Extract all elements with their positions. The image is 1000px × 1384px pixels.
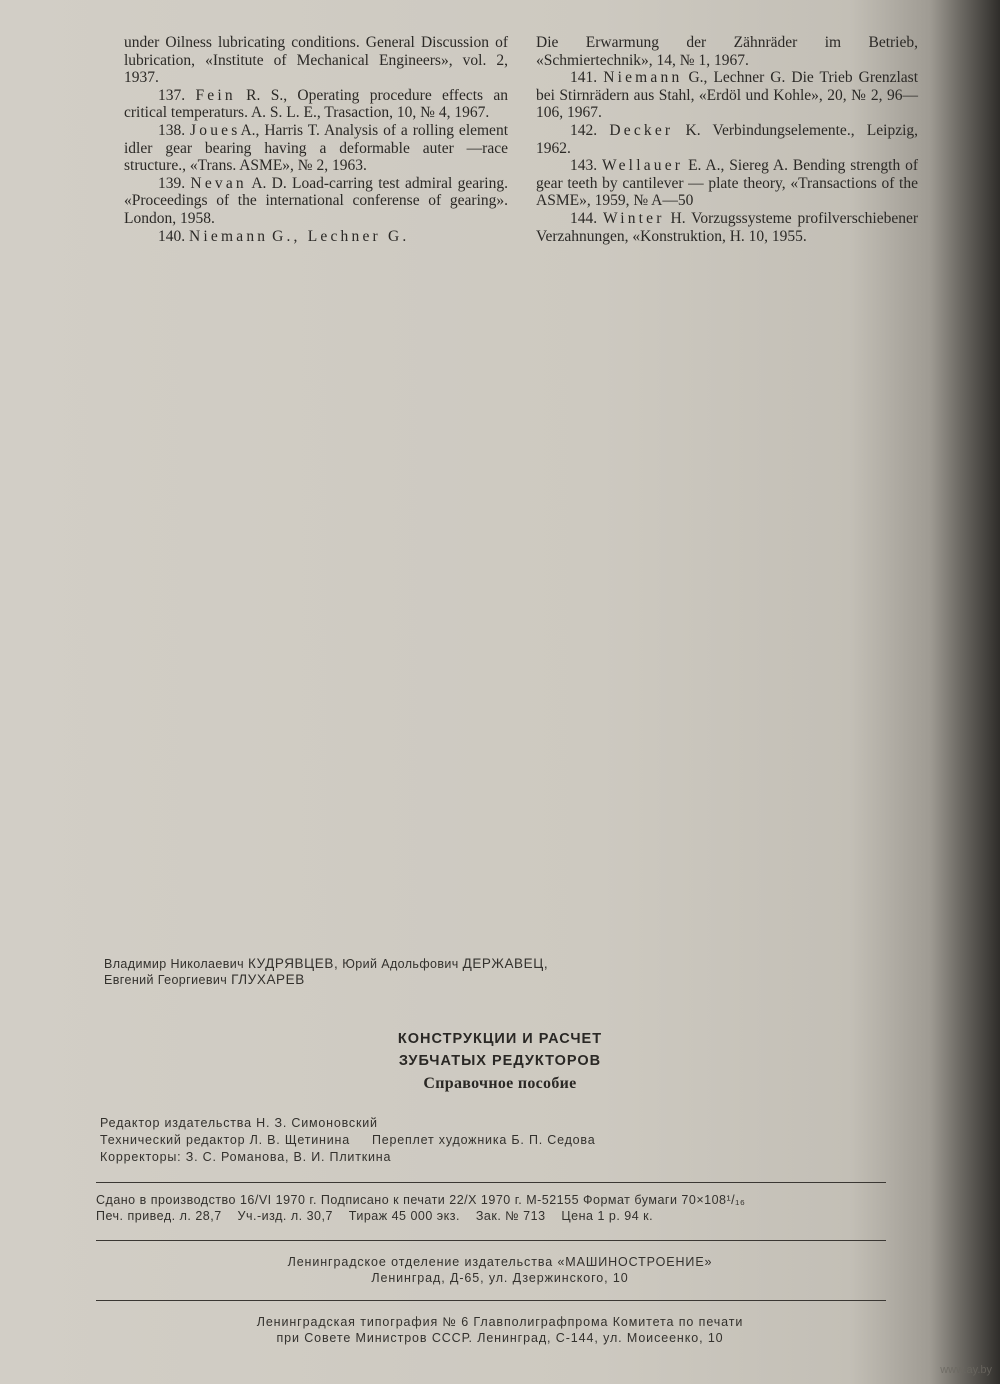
author-2-name: Юрий Адольфович — [342, 957, 459, 971]
references-right-column — [536, 34, 918, 245]
reference-number: 138. — [158, 121, 186, 139]
reference-text: G., Lechner G. — [272, 227, 410, 245]
binding-credit: Переплет художника Б. П. Седова — [371, 1133, 596, 1147]
reference-author: Winter — [603, 209, 665, 227]
reference-number: 137. — [158, 86, 186, 104]
authors — [104, 956, 548, 988]
reference-number: 144. — [570, 209, 598, 227]
author-3-name: Евгений Георгиевич — [104, 973, 228, 987]
reference-author: Joues — [190, 121, 241, 139]
reference-number: 139. — [158, 174, 186, 192]
authors-line-1 — [104, 956, 548, 972]
authors-line-2 — [104, 972, 548, 988]
reference-author: Nevan — [190, 174, 247, 192]
reference-number: 141. — [570, 69, 598, 87]
imprint-line-1: Сдано в производство 16/VI 1970 г. Подписано к печати 22/X 1970 г. М-52155 Формат бумаги 70×108¹/₁₆ — [96, 1193, 746, 1207]
reference-text: K. Verbindungselemente., Leipzig, 1962. — [536, 121, 918, 157]
divider-rule — [96, 1300, 886, 1301]
author-1-name: Владимир Николаевич — [104, 957, 245, 971]
publisher-line-2: Ленинград, Д-65, ул. Дзержинского, 10 — [371, 1271, 629, 1285]
reference-text: A. D. Load-carring test admiral gearing. «Proceedings of the international conferense of gearing». London, 1958. — [124, 174, 508, 227]
printer-line-1: Ленинградская типография № 6 Главполиграфпрома Комитета по печати — [256, 1315, 744, 1329]
print-imprint — [96, 1192, 745, 1224]
reference-author: Wellauer — [602, 157, 684, 175]
reference-140 — [124, 228, 508, 246]
reference-text: G., Lechner G. Die Trieb Grenzlast bei Stirnrädern aus Stahl, «Erdöl und Kohle», 20, № 2, 96—106, 1967. — [536, 69, 919, 122]
author-3-surname: ГЛУХАРЕВ — [231, 972, 305, 987]
reference-continuation: Die Erwarmung der Zähnräder im Betrieb, «Schmiertechnik», 14, № 1, 1967. — [536, 34, 918, 69]
reference-continuation: under Oilness lubricating conditions. General Discussion of lubrication, «Institute of Mechanical Engineers», vol. 2, 1937. — [124, 34, 508, 87]
tech-editor-row — [100, 1132, 595, 1149]
imprint-line-2: Печ. привед. л. 28,7 Уч.-изд. л. 30,7 Тираж 45 000 экз. Зак. № 713 Цена 1 р. 94 к. — [96, 1209, 654, 1223]
reference-142 — [536, 122, 918, 157]
reference-text: R. S., Operating procedure effects an critical temperaturs. A. S. L. E., Trasaction, 10, № 4, 1967. — [124, 86, 509, 122]
divider-rule — [96, 1182, 886, 1183]
reference-number: 142. — [570, 121, 598, 139]
reference-number: 140. — [158, 227, 186, 245]
reference-139 — [124, 175, 508, 228]
title-line-2: ЗУБЧАТЫХ РЕДУКТОРОВ — [398, 1053, 602, 1069]
reference-143 — [536, 157, 918, 210]
reference-author: Decker — [609, 121, 674, 139]
reference-144 — [536, 210, 918, 245]
reference-141 — [536, 69, 918, 122]
book-title — [0, 1028, 1000, 1096]
author-1-surname: КУДРЯВЦЕВ, — [247, 956, 339, 971]
reference-author: Niemann — [603, 69, 683, 87]
printer-line-2: при Совете Министров СССР. Ленинград, С-144, ул. Моисеенко, 10 — [276, 1331, 724, 1345]
author-2-surname: ДЕРЖАВЕЦ, — [462, 956, 549, 971]
reference-author: Niemann — [189, 227, 269, 245]
publisher-info — [0, 1254, 1000, 1286]
reference-text: H. Vorzugssysteme profilverschiebener Verzahnungen, «Konstruktion, H. 10, 1955. — [536, 209, 918, 245]
reference-text: A., Harris T. Analysis of a rolling element idler gear bearing having a deformable auter —race structure., «Trans. ASME», № 2, 1963. — [124, 121, 508, 175]
printer-info — [0, 1314, 1000, 1346]
title-line-1: КОНСТРУКЦИИ И РАСЧЕТ — [397, 1031, 603, 1047]
reference-text: E. A., Siereg A. Bending strength of gear teeth by cantilever — plate theory, «Transactions of the ASME», 1959, № A—50 — [536, 157, 918, 210]
reference-138 — [124, 122, 508, 175]
references-left-column — [124, 34, 508, 245]
publisher-line-1: Ленинградское отделение издательства «МАШИНОСТРОЕНИЕ» — [287, 1255, 713, 1269]
reference-137 — [124, 87, 508, 122]
tech-editor-credit: Технический редактор Л. В. Щетинина — [100, 1133, 350, 1147]
proofreaders-credit: Корректоры: З. С. Романова, В. И. Плиткина — [100, 1150, 392, 1164]
subtitle: Справочное пособие — [423, 1075, 577, 1092]
divider-rule — [96, 1240, 886, 1241]
watermark: www.ay.by — [940, 1364, 992, 1376]
reference-number: 143. — [570, 157, 598, 175]
reference-author: Fein — [195, 86, 236, 104]
editorial-credits — [100, 1115, 595, 1166]
editor-credit: Редактор издательства Н. З. Симоновский — [100, 1116, 378, 1130]
